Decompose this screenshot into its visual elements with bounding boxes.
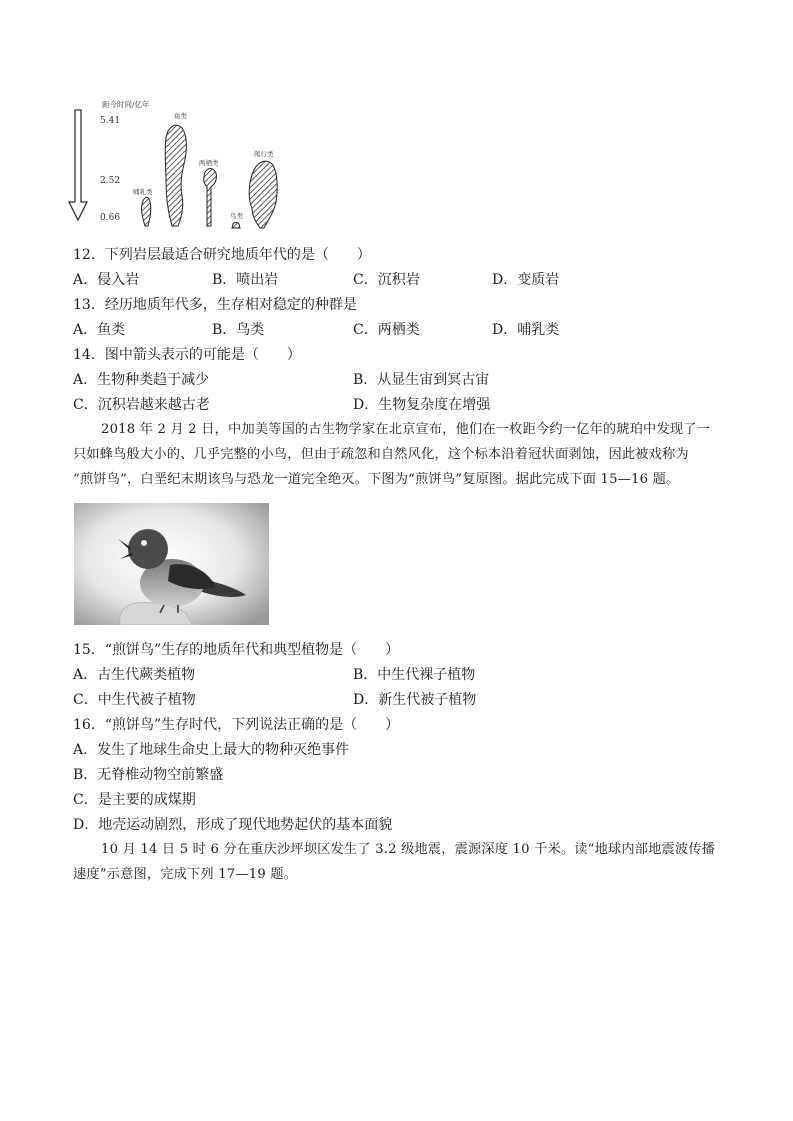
amphibian-shape [204,169,217,226]
question-12-option-a: A．侵入岩 [73,272,140,288]
question-15-option-d: D．新生代被子植物 [353,692,477,708]
reptile-shape [249,161,277,228]
passage-2-line: 速度”示意图，完成下列 17—19 题。 [73,867,298,882]
question-13-option-d: D．哺乳类 [492,322,560,338]
passage-1-line: 2018 年 2 月 2 日，中加美等国的古生物学家在北京宣布，他们在一枚距今约一亿年的琥珀中发现了一 [101,422,710,437]
question-16-option-b: B．无脊椎动物空前繁盛 [73,767,224,783]
question-13-stem: 13．经历地质年代多，生存相对稳定的种群是 [73,297,357,313]
group-label: 鱼类 [174,112,187,120]
group-label: 哺乳类 [133,188,153,196]
geologic-time-figure [62,98,282,230]
passage-1-line: 只如蜂鸟般大小的、几乎完整的小鸟，但由于疏忽和自然风化，这个标本沿着冠状面剥蚀，因此被戏称为 [73,447,689,462]
question-16-option-d: D．地壳运动剧烈，形成了现代地势起伏的基本面貌 [73,817,393,833]
question-13-option-a: A．鱼类 [73,322,126,338]
question-15-option-a: A．古生代蕨类植物 [73,667,196,683]
bird-photo-illustration [74,503,269,625]
passage-2-line: 10 月 14 日 5 时 6 分在重庆沙坪坝区发生了 3.2 级地震，震源深度 10 千米。读“地球内部地震波传播 [101,842,716,857]
question-12-option-b: B．喷出岩 [212,272,279,288]
question-16-option-c: C．是主要的成煤期 [73,792,196,808]
group-label: 鸟类 [230,212,243,220]
tick-label: 5.41 [100,116,121,126]
question-13-option-b: B．鸟类 [212,322,265,338]
passage-1-line: “煎饼鸟”，白垩纪末期该鸟与恐龙一道完全绝灭。下图为“煎饼鸟”复原图。据此完成下面 15—16 题。 [73,472,680,487]
fish-shape [165,125,186,226]
group-label: 爬行类 [254,150,274,158]
time-arrow-icon [69,110,87,220]
question-15-option-b: B．中生代裸子植物 [353,667,476,683]
tick-label: 0.66 [100,213,121,223]
question-14-option-d: D．生物复杂度在增强 [353,397,491,413]
mammal-shape [142,197,151,226]
question-14-option-a: A．生物种类趋于减少 [73,372,210,388]
question-14-stem: 14．图中箭头表示的可能是（ ） [73,347,301,363]
tick-label: 2.52 [100,176,121,186]
species-distribution-diagram [62,98,282,230]
group-label: 两栖类 [199,159,219,167]
axis-label: 距今时间/亿年 [102,100,150,109]
question-15-option-c: C．中生代被子植物 [73,692,196,708]
pancake-bird-photo [74,503,269,625]
question-16-stem: 16．“煎饼鸟”生存时代，下列说法正确的是（ ） [73,717,400,733]
question-16-option-a: A．发生了地球生命史上最大的物种灭绝事件 [73,742,350,758]
question-12-option-d: D．变质岩 [492,272,560,288]
question-12-option-c: C．沉积岩 [353,272,420,288]
bird-shape [232,223,240,229]
question-12-stem: 12．下列岩层最适合研究地质年代的是（ ） [73,247,371,263]
question-13-option-c: C．两栖类 [353,322,420,338]
question-14-option-b: B．从显生宙到冥古宙 [353,372,490,388]
question-15-stem: 15．“煎饼鸟”生存的地质年代和典型植物是（ ） [73,642,400,658]
question-14-option-c: C．沉积岩越来越古老 [73,397,210,413]
